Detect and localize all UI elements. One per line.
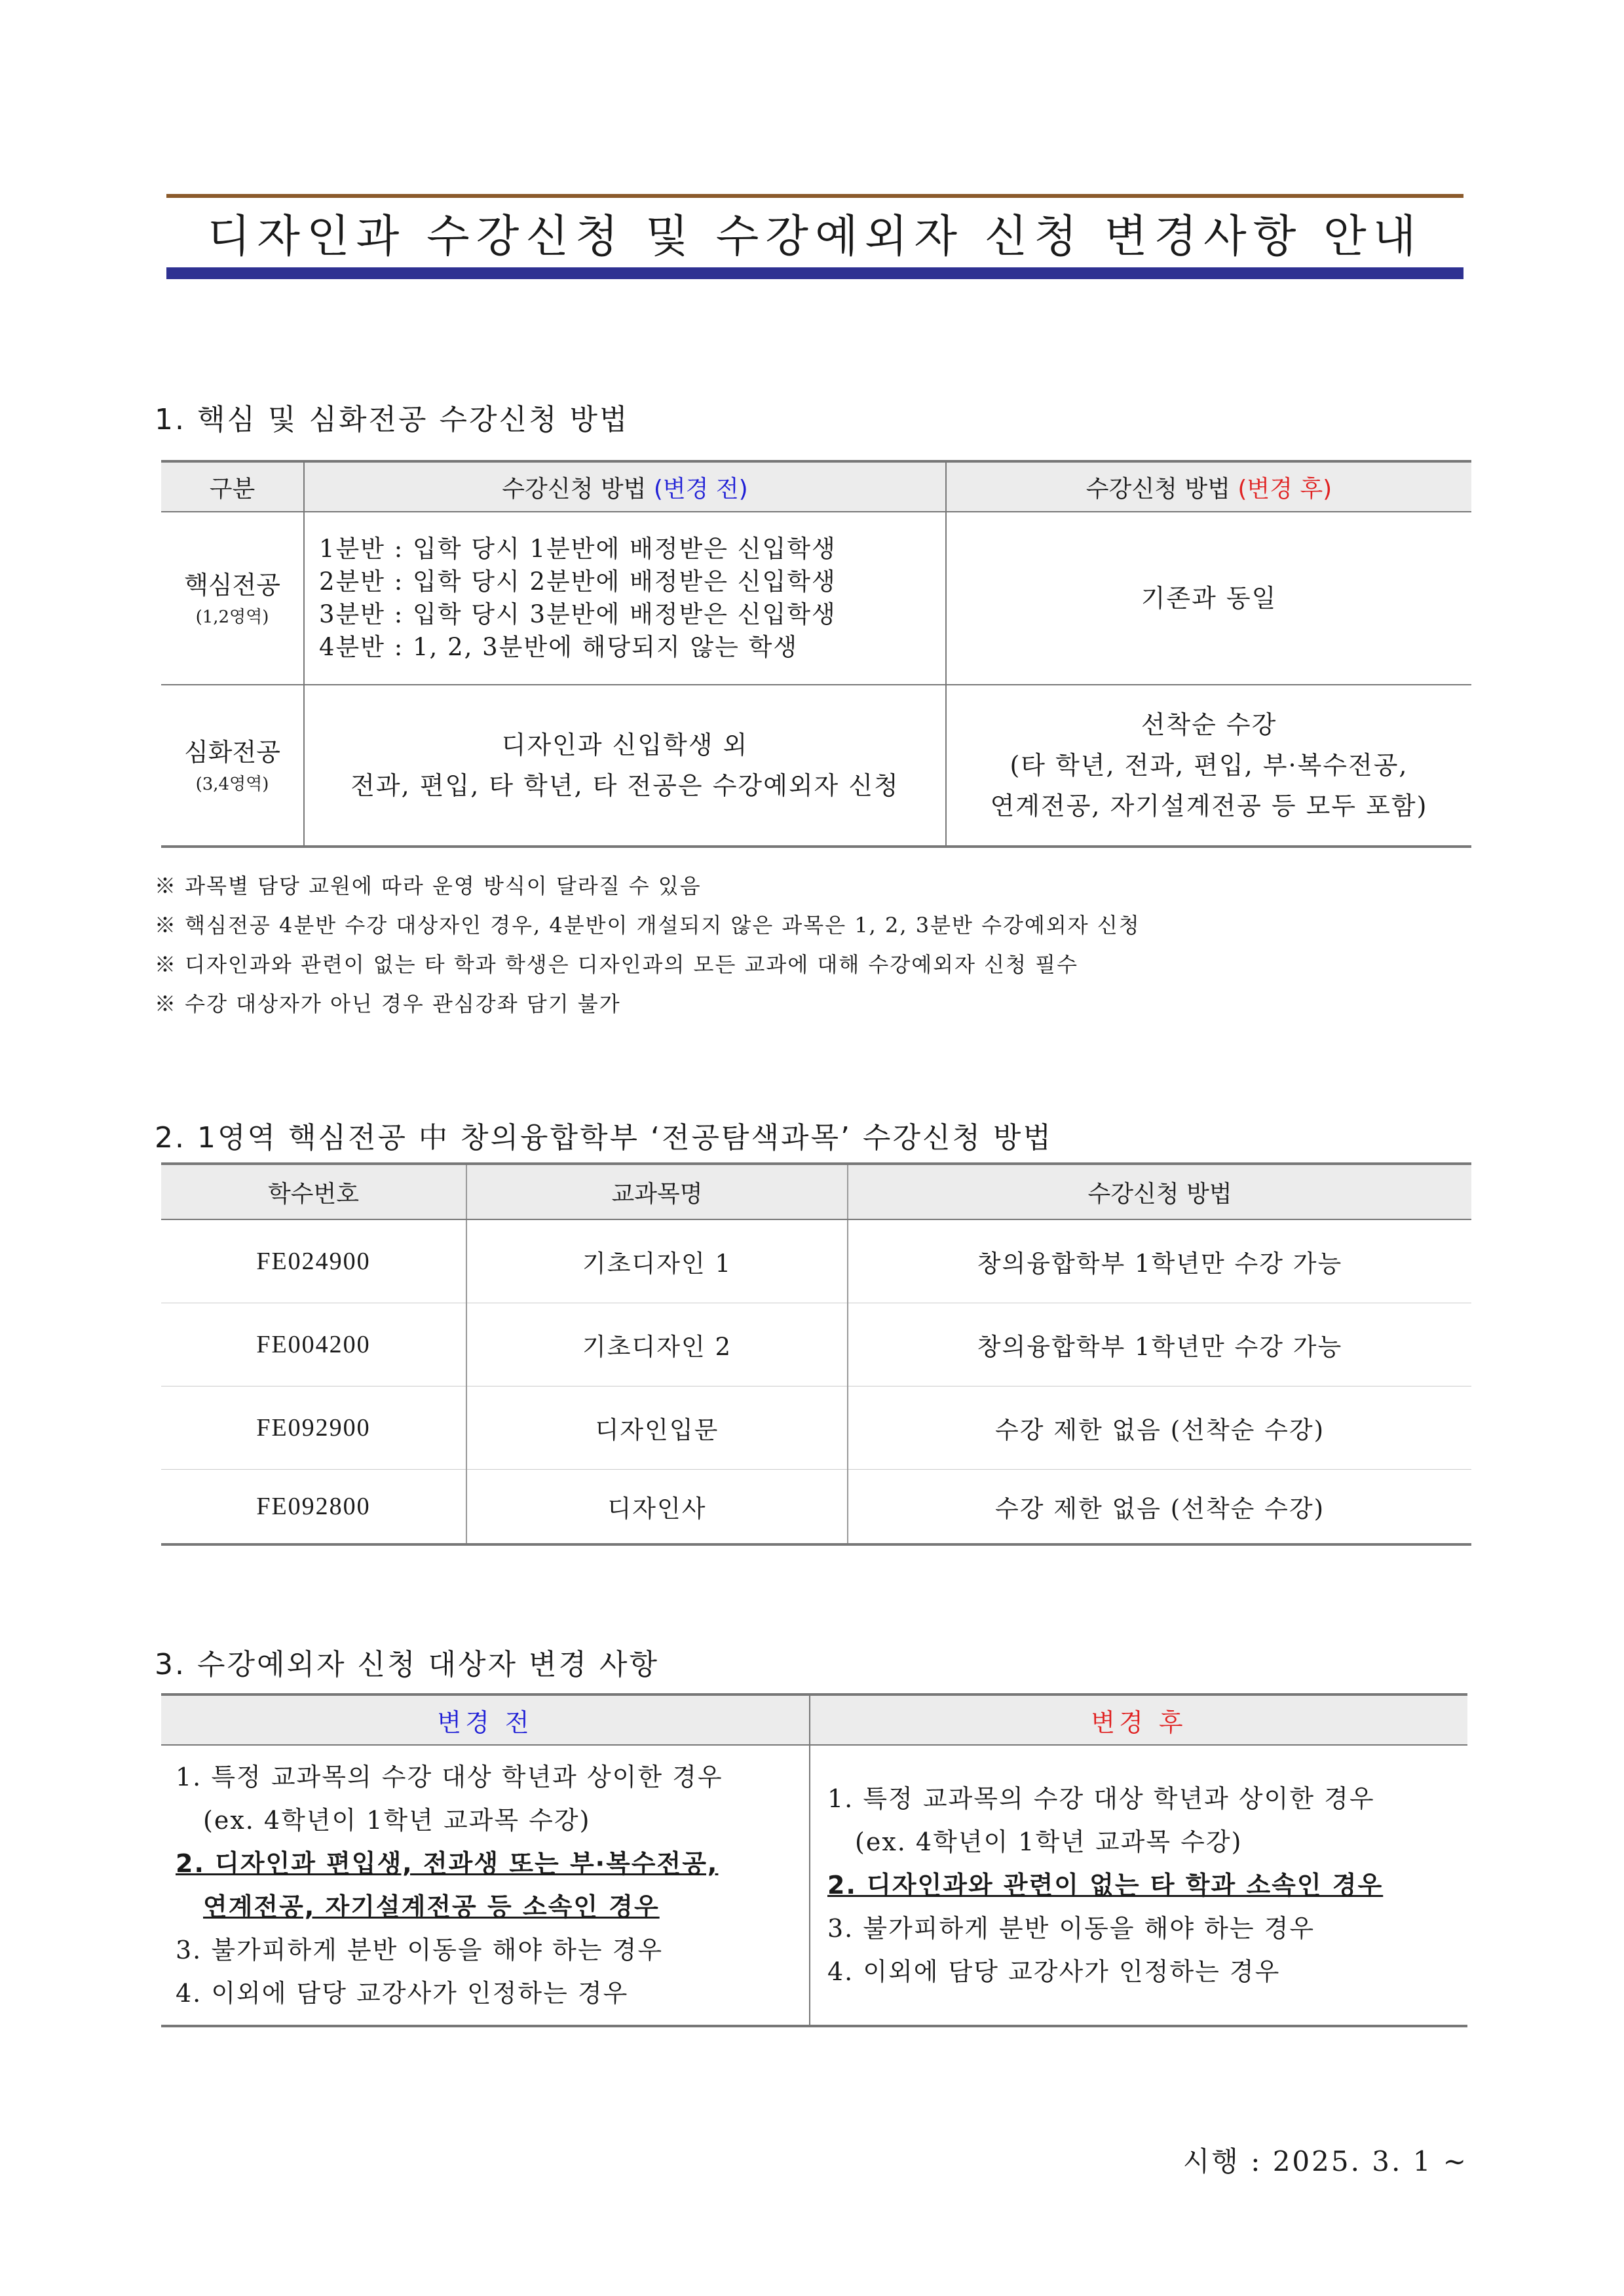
header-course-name: 교과목명 <box>466 1164 848 1219</box>
header-before: 변경 전 <box>161 1694 810 1745</box>
list-item <box>827 1864 1467 1907</box>
list-item <box>176 1842 808 1885</box>
text-line: 전과, 편입, 타 학년, 타 전공은 수강예외자 신청 <box>350 771 899 800</box>
table-row <box>161 1303 1471 1387</box>
list-item: 4. 이외에 담당 교강사가 인정하는 경우 <box>176 1979 629 2008</box>
exploration-course-table <box>161 1162 1471 1546</box>
table-row <box>161 685 1471 847</box>
note-item: ※ 디자인과와 관련이 없는 타 학과 학생은 디자인과의 모든 교과에 대해 수강예외자 신청 필수 <box>155 952 1078 977</box>
list-item-sub <box>176 1885 808 1928</box>
note-item: ※ 핵심전공 4분반 수강 대상자인 경우, 4분반이 개설되지 않은 과목은 1, 2, 3분반 수강예외자 신청 <box>155 913 1141 938</box>
course-method: 창의융합학부 1학년만 수강 가능 <box>848 1303 1471 1387</box>
table-row <box>161 1745 1467 2026</box>
list-item: 1. 특정 교과목의 수강 대상 학년과 상이한 경우 <box>176 1763 723 1791</box>
table-header-row <box>161 1694 1467 1745</box>
header-after-label: 수강신청 방법 <box>1086 475 1238 503</box>
after-cell <box>946 685 1471 847</box>
before-list <box>176 1755 808 2015</box>
course-method: 수강 제한 없음 (선착순 수강) <box>848 1387 1471 1470</box>
text-line: 3분반 : 입학 당시 3분반에 배정받은 신입학생 <box>319 600 837 628</box>
text-line: (타 학년, 전과, 편입, 부·복수전공, <box>1010 751 1408 780</box>
effective-date: 시행 : 2025. 3. 1 ~ <box>1182 2145 1468 2177</box>
table-header-row <box>161 1164 1471 1219</box>
list-item: 3. 불가피하게 분반 이동을 해야 하는 경우 <box>827 1914 1315 1943</box>
text-line: 기존과 동일 <box>1141 584 1277 613</box>
header-after <box>946 461 1471 512</box>
note-item: ※ 과목별 담당 교원에 따라 운영 방식이 달라질 수 있음 <box>155 873 702 898</box>
title-bottom-rule <box>166 267 1463 279</box>
list-item: 3. 불가피하게 분반 이동을 해야 하는 경우 <box>176 1936 664 1964</box>
section2-heading: 2. 1영역 핵심전공 中 창의융합학부 ‘전공탐색과목’ 수강신청 방법 <box>155 1121 1053 1155</box>
notes-list <box>155 866 1141 1024</box>
before-cell <box>161 1745 810 2026</box>
course-name: 기초디자인 1 <box>466 1219 848 1303</box>
course-code: FE092800 <box>256 1493 371 1520</box>
course-name: 기초디자인 2 <box>466 1303 848 1387</box>
category-label: 핵심전공 <box>184 571 280 600</box>
course-name: 디자인사 <box>466 1470 848 1545</box>
table-row <box>161 1387 1471 1470</box>
page-title: 디자인과 수강신청 및 수강예외자 신청 변경사항 안내 <box>207 211 1423 263</box>
highlighted-text: 2. 디자인과 편입생, 전과생 또는 부·복수전공, <box>176 1849 719 1878</box>
category-sub: (1,2영역) <box>195 607 269 627</box>
course-code: FE004200 <box>161 1303 466 1387</box>
before-cell <box>304 685 946 847</box>
highlighted-text: 연계전공, 자기설계전공 등 소속인 경우 <box>203 1892 660 1921</box>
text-line: 4분반 : 1, 2, 3분반에 해당되지 않는 학생 <box>319 633 799 661</box>
header-method: 수강신청 방법 <box>848 1164 1471 1219</box>
section1-heading: 1. 핵심 및 심화전공 수강신청 방법 <box>155 403 630 436</box>
list-item-sub: (ex. 4학년이 1학년 교과목 수강) <box>203 1806 591 1835</box>
text-line: 2분반 : 입학 당시 2분반에 배정받은 신입학생 <box>319 567 837 596</box>
table-row <box>161 1219 1471 1303</box>
course-code: FE092900 <box>161 1387 466 1470</box>
exception-change-table <box>161 1693 1467 2027</box>
enrollment-method-table <box>161 460 1471 848</box>
category-cell <box>161 685 304 847</box>
text-line: 1분반 : 입학 당시 1분반에 배정받은 신입학생 <box>319 535 837 563</box>
header-after: 변경 후 <box>810 1694 1467 1745</box>
after-list <box>827 1777 1467 1993</box>
after-cell <box>810 1745 1467 2026</box>
header-before <box>304 461 946 512</box>
title-top-rule <box>166 194 1463 198</box>
category-sub: (3,4영역) <box>195 775 269 794</box>
table-row <box>161 1470 1471 1545</box>
header-before-label: 수강신청 방법 <box>502 475 654 503</box>
category-cell <box>161 512 304 685</box>
after-tag: (변경 후) <box>1237 475 1332 503</box>
header-category: 구분 <box>161 461 304 512</box>
course-method: 수강 제한 없음 (선착순 수강) <box>848 1470 1471 1545</box>
note-item: ※ 수강 대상자가 아닌 경우 관심강좌 담기 불가 <box>155 991 621 1016</box>
course-code: FE024900 <box>161 1219 466 1303</box>
text-line: 디자인과 신입학생 외 <box>501 731 749 759</box>
course-method: 창의융합학부 1학년만 수강 가능 <box>848 1219 1471 1303</box>
highlighted-text: 2. 디자인과와 관련이 없는 타 학과 소속인 경우 <box>827 1871 1384 1900</box>
header-course-code: 학수번호 <box>161 1164 466 1219</box>
list-item-sub: (ex. 4학년이 1학년 교과목 수강) <box>855 1827 1243 1856</box>
text-line: 연계전공, 자기설계전공 등 모두 포함) <box>990 792 1428 820</box>
list-item: 4. 이외에 담당 교강사가 인정하는 경우 <box>827 1957 1281 1986</box>
text-line: 선착순 수강 <box>1141 710 1277 739</box>
after-cell <box>946 512 1471 685</box>
course-name: 디자인입문 <box>466 1387 848 1470</box>
before-tag: (변경 전) <box>653 475 748 503</box>
before-cell <box>304 512 946 685</box>
list-item: 1. 특정 교과목의 수강 대상 학년과 상이한 경우 <box>827 1784 1375 1813</box>
table-header-row <box>161 461 1471 512</box>
section3-heading: 3. 수강예외자 신청 대상자 변경 사항 <box>155 1648 659 1681</box>
table-row <box>161 512 1471 685</box>
category-label: 심화전공 <box>184 738 280 767</box>
